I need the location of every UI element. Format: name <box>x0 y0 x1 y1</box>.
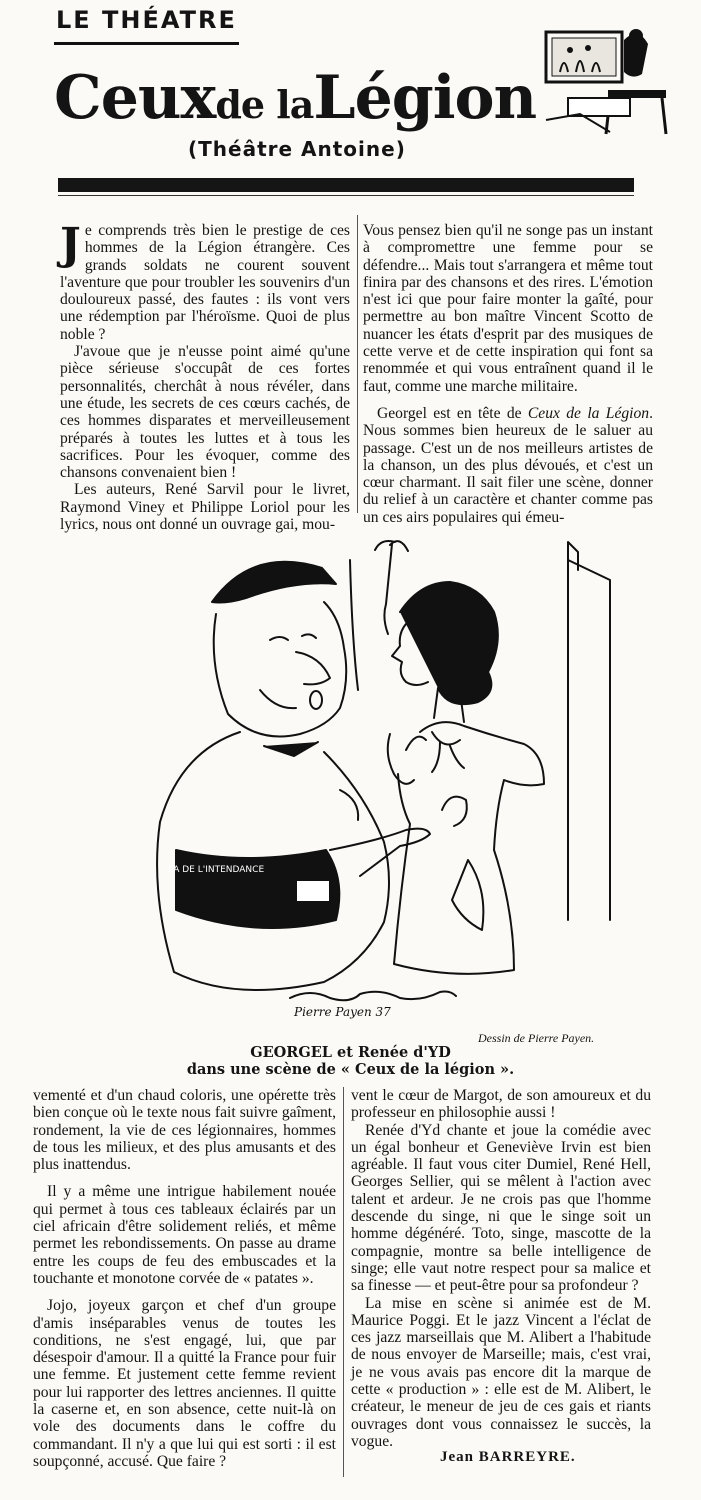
paragraph: Il y a même une intrigue habilement nouée qui permet à tous ces tableaux éclairés par un ciel africain d'être solidement reliés, et même permet les rebondissements. On passe au drame entre les coups de feu des embuscades et la touchante et monotone corvée de « patates ». <box>33 1183 336 1287</box>
header-thin-rule <box>58 195 634 196</box>
drop-cap: J <box>60 219 81 270</box>
title-part-ceux: Ceux <box>54 63 216 133</box>
paragraph: e comprends très bien le prestige de ces hommes de la Légion étrangère. Ces grands soldats ne courent souvent l'aventure que pour troubler les souvenirs d'un douloureux passé, des fautes : ils vont vers une rédemption par l'héroïsme. Quoi de plus noble ? <box>60 222 350 343</box>
paragraph: Les auteurs, René Sarvil pour le livret, Raymond Viney et Philippe Loriol pour les lyrics, nous ont donné un ouvrage gai, mou- <box>60 481 350 534</box>
title-part-legion: Légion <box>313 63 537 133</box>
article-subtitle: (Théâtre Antoine) <box>188 137 406 161</box>
artist-signature: Pierre Payen 37 <box>294 1005 391 1019</box>
caption-line-1: GEORGEL et Renée d'YD <box>250 1044 451 1061</box>
paragraph: Renée d'Yd chante et joue la comédie avec un égal bonheur et Geneviève Irvin est bien agréable. Il faut vous citer Dumiel, René Hell, Georges Sellier, qui se mêlent à l'action avec talent et ardeur. Je ne crois pas que l'homme descende du singe, ni que le singe soit un homme dégénéré. Toto, singe, mascotte de la compagnie, montre sa belle intelligence de singe; elle vaut notre respect pour sa malice et sa finesse — et peut-être pour sa profondeur ? <box>351 1121 651 1295</box>
paragraph-text: Georgel est en tête de <box>377 404 528 422</box>
bottom-column-left <box>33 1087 336 1487</box>
paragraph: Vous pensez bien qu'il ne songe pas un instant à compromettre une femme pour se défendre... Mais tout s'arrangera et même tout finira par des chansons et des rires. L'émotion n'est ici que pour faire monter la gaîté, pour permettre au bon maître Vincent Scotto de nuancer les états d'esprit par des musiques de cette verve et de cette inspiration qui font sa renommée et qui vous entraînent quand il le faut, comme une marche militaire. <box>363 222 653 395</box>
caption-line-2: dans une scène de « Ceux de la légion ». <box>186 1061 515 1078</box>
cartoon-drawing <box>120 520 640 1025</box>
bottom-column-right <box>351 1087 651 1450</box>
belt-inscription: LA DE L'INTENDANCE <box>168 865 265 875</box>
paragraph: vementé et d'un chaud coloris, une opérette très bien conçue où le texte nous fait suivre gaîment, rondement, la vie de ces légionnaires, hommes de tous les milieux, et des plus amusants et des plus inattendus. <box>33 1087 336 1174</box>
section-rubric: LE THÉATRE <box>56 6 237 34</box>
header-rule <box>58 178 634 192</box>
show-title: Ceux de la Légion <box>527 404 650 422</box>
top-column-left <box>60 219 350 534</box>
column-divider <box>357 215 358 513</box>
theatre-vignette-illustration <box>540 10 670 140</box>
paragraph-text: . Nous sommes bien heureux de le saluer au passage. C'est un de nos meilleurs artistes de la chanson, un des plus dévoués, et c'est un cœur charmant. Il sait filer une scène, donner du relief à un caractère et chanter comme pas un ces airs populaires qui émeu- <box>363 404 654 526</box>
author-signature: Jean BARREYRE. <box>440 1449 576 1465</box>
top-column-right <box>363 222 654 526</box>
title-part-de-la: de la <box>215 82 314 127</box>
rubric-underline <box>54 42 239 45</box>
paragraph: La mise en scène si animée est de M. Maurice Poggi. Et le jazz Vincent a l'éclat de ces jazz marseillais que M. Alibert a l'habitude de nous envoyer de Marseille; mais, c'est vrai, je ne vous avais pas encore dit la marque de cette « production » : elle est de M. Alibert, le créateur, le meneur de jeu de ces gais et riants ouvrages dont vous connaissez le succès, la vogue. <box>351 1294 651 1450</box>
paragraph: J'avoue que je n'eusse point aimé qu'une pièce sérieuse s'occupât de ces fortes personnalités, cherchât à nous révéler, dans une étude, les secrets de ces cœurs cachés, de ces hommes disparates et merveilleusement préparés à toutes les luttes et à tous les sacrifices. Pour les évoquer, comme des chansons convenaient bien ! <box>60 343 350 482</box>
illustration-credit: Dessin de Pierre Payen. <box>478 1031 595 1045</box>
article-title <box>54 60 536 143</box>
paragraph: vent le cœur de Margot, de son amoureux et du professeur en philosophie aussi ! <box>351 1087 651 1122</box>
paragraph: Jojo, joyeux garçon et chef d'un groupe d'amis inséparables venus de toutes les conditions, ne s'est engagé, lui, que par désespoir d'amour. Il a quitté la France pour fuir une femme. Et justement cette femme revient pour lui rapporter des lettres anciennes. Il quitte la caserne et, en son absence, cette nuit-là on vole des documents dans le coffre du commandant. Il n'y a que lui qui est sorti : il est soupçonné, accusé. Que faire ? <box>33 1297 336 1470</box>
column-divider <box>343 1087 344 1477</box>
